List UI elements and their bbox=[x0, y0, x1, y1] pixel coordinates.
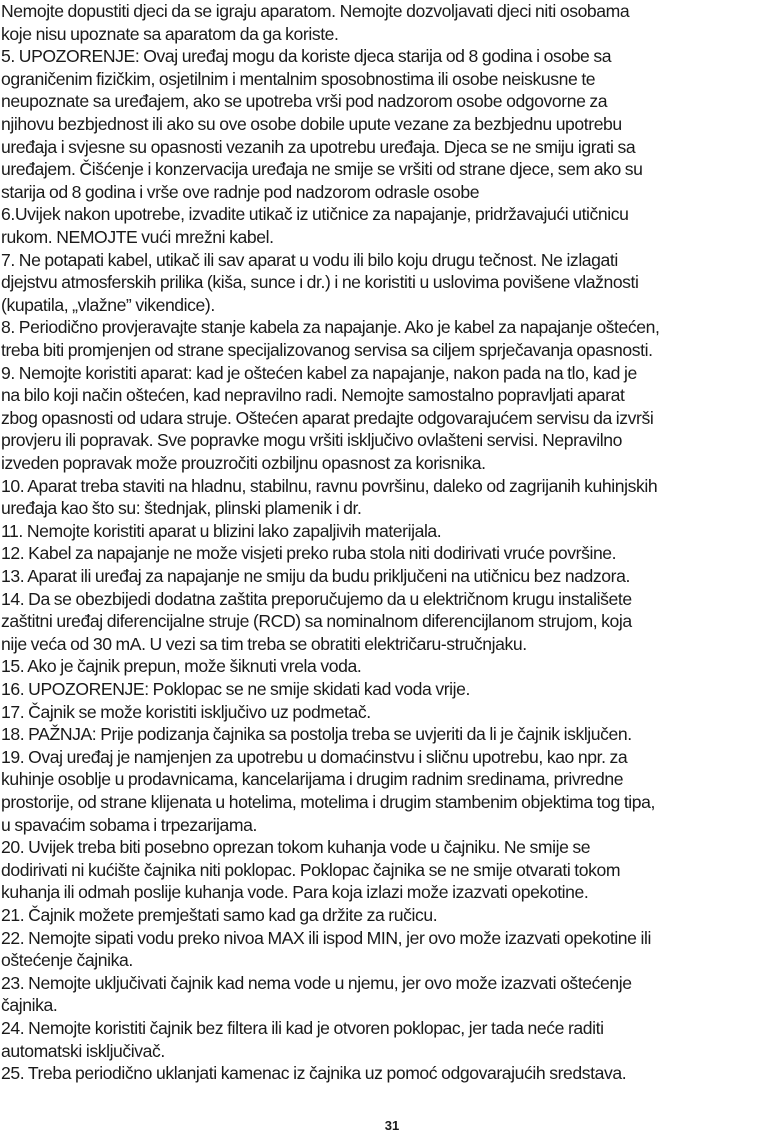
text-line: čajnika. bbox=[1, 995, 58, 1016]
text-line: 18. PAŽNJA: Prije podizanja čajnika sa postolja treba se uvjeriti da li je čajnik isključen. bbox=[1, 724, 632, 745]
text-line: 7. Ne potapati kabel, utikač ili sav aparat u vodu ili bilo koju drugu tečnost. Ne izlagati bbox=[1, 249, 618, 270]
text-line: provjeru ili popravak. Sve popravke mogu vršiti isključivo ovlašteni servisi. Nepravilno bbox=[1, 430, 623, 451]
text-line: kuhinje osoblje u prodavnicama, kancelarijama i drugim radnim sredinama, privredne bbox=[1, 769, 624, 790]
text-line: starija od 8 godina i vrše ove radnje pod nadzorom odrasle osobe bbox=[1, 181, 480, 202]
text-line: 9. Nemojte koristiti aparat: kad je oštećen kabel za napajanje, nakon pada na tlo, kad je bbox=[1, 362, 637, 383]
text-line: zbog opasnosti od udara struje. Oštećen aparat predajte odgovarajućem servisu da izvrši bbox=[1, 407, 654, 428]
text-line: 8. Periodično provjeravajte stanje kabela za napajanje. Ako je kabel za napajanje oštećen, bbox=[1, 317, 660, 338]
text-line: na bilo koji način oštećen, kad nepravilno radi. Nemojte samostalno popravljati aparat bbox=[1, 385, 625, 406]
text-line: 16. UPOZORENJE: Poklopac se ne smije skidati kad voda vrije. bbox=[1, 679, 470, 699]
text-line: oštećenje čajnika. bbox=[1, 950, 133, 971]
text-line: 6.Uvijek nakon upotrebe, izvadite utikač iz utičnice za napajanje, pridržavajući utičnicu bbox=[1, 204, 629, 225]
text-line: 17. Čajnik se može koristiti isključivo uz podmetač. bbox=[1, 701, 371, 722]
text-line: 11. Nemojte koristiti aparat u blizini lako zapaljivih materijala. bbox=[1, 520, 442, 541]
text-line: u spavaćim sobama i trpezarijama. bbox=[1, 814, 257, 835]
text-line: 19. Ovaj uređaj je namjenjen za upotrebu u domaćinstvu i sličnu upotrebu, kao npr. za bbox=[1, 746, 628, 767]
text-line: rukom. NEMOJTE vući mrežni kabel. bbox=[1, 227, 274, 247]
text-line: njihovu bezbjednost ili ako su ove osobe dobile upute vezane za bezbjednu upotrebu bbox=[1, 114, 622, 134]
text-line: uređaja i svjesne su opasnosti vezanih za upotrebu uređaja. Djeca se ne smiju igrati sa bbox=[1, 136, 636, 157]
text-line: nije veća od 30 mA. U vezi sa tim treba se obratiti električaru-stručnjaku. bbox=[1, 633, 527, 654]
text-line: 12. Kabel za napajanje ne može visjeti preko ruba stola niti dodirivati vruće površine. bbox=[1, 543, 617, 564]
text-line: 10. Aparat treba staviti na hladnu, stabilnu, ravnu površinu, daleko od zagrijanih kuhinjskih bbox=[1, 475, 658, 496]
text-line: djejstvu atmosferskih prilika (kiša, sunce i dr.) i ne koristiti u uslovima povišene vlažnosti bbox=[1, 272, 639, 293]
text-line: 20. Uvijek treba biti posebno oprezan tokom kuhanja vode u čajniku. Ne smije se bbox=[1, 837, 591, 858]
text-line: (kupatila, „vlažne” vikendice). bbox=[1, 294, 215, 315]
page-number: 31 bbox=[384, 1118, 400, 1133]
text-line: koje nisu upoznate sa aparatom da ga koriste. bbox=[1, 23, 339, 44]
text-line: 24. Nemojte koristiti čajnik bez filtera ili kad je otvoren poklopac, jer tada neće raditi bbox=[1, 1018, 604, 1038]
text-line: dodirivati ni kućište čajnika niti poklopac. Poklopac čajnika se ne smije otvarati tokom bbox=[1, 859, 621, 880]
text-line: Nemojte dopustiti djeci da se igraju aparatom. Nemojte dozvoljavati djeci niti osobama bbox=[1, 1, 630, 21]
text-line: 15. Ako je čajnik prepun, može šiknuti vrela voda. bbox=[1, 656, 362, 677]
text-line: 14. Da se obezbijedi dodatna zaštita preporučujemo da u električnom krugu instališete bbox=[1, 588, 632, 609]
text-line: automatski isključivač. bbox=[1, 1040, 165, 1061]
text-line: 22. Nemojte sipati vodu preko nivoa MAX ili ispod MIN, jer ovo može izazvati opekotine ili bbox=[1, 927, 651, 948]
text-line: 21. Čajnik možete premještati samo kad ga držite za ručicu. bbox=[1, 905, 438, 925]
text-line: 23. Nemojte uključivati čajnik kad nema vode u njemu, jer ovo može izazvati oštećenje bbox=[1, 972, 632, 993]
text-line: izveden popravak može prouzročiti ozbiljnu opasnost za korisnika. bbox=[1, 453, 486, 473]
text-line: zaštitni uređaj diferencijalne struje (RCD) sa nominalnom diferencijlanom strujom, koja bbox=[1, 611, 632, 632]
text-line: treba biti promjenjen od strane specijalizovanog servisa sa ciljem sprječavanja opasnosti. bbox=[1, 340, 653, 360]
text-line: 13. Aparat ili uređaj za napajanje ne smiju da budu priključeni na utičnicu bez nadzora. bbox=[1, 566, 630, 586]
text-line: prostorije, od strane klijenata u hotelima, motelima i drugim stambenim objektima tog tipa, bbox=[1, 792, 655, 812]
text-line: 5. UPOZORENJE: Ovaj uređaj mogu da koriste djeca starija od 8 godina i osobe sa bbox=[1, 46, 612, 67]
text-line: uređajem. Čišćenje i konzervacija uređaja ne smije se vršiti od strane djece, sem ako su bbox=[1, 159, 643, 180]
text-line: 25. Treba periodično uklanjati kamenac iz čajnika uz pomoć odgovarajućih sredstava. bbox=[1, 1063, 627, 1084]
text-line: uređaja kao što su: štednjak, plinski plamenik i dr. bbox=[1, 498, 362, 519]
text-line: ograničenim fizičkim, osjetilnim i mentalnim sposobnostima ili osobe neiskusne te bbox=[1, 68, 596, 89]
text-line: kuhanja ili odmah poslije kuhanja vode. Para koja izlazi može izazvati opekotine. bbox=[1, 882, 589, 903]
text-line: neupoznate sa uređajem, ako se upotreba vrši pod nadzorom osobe odgovorne za bbox=[1, 91, 608, 112]
